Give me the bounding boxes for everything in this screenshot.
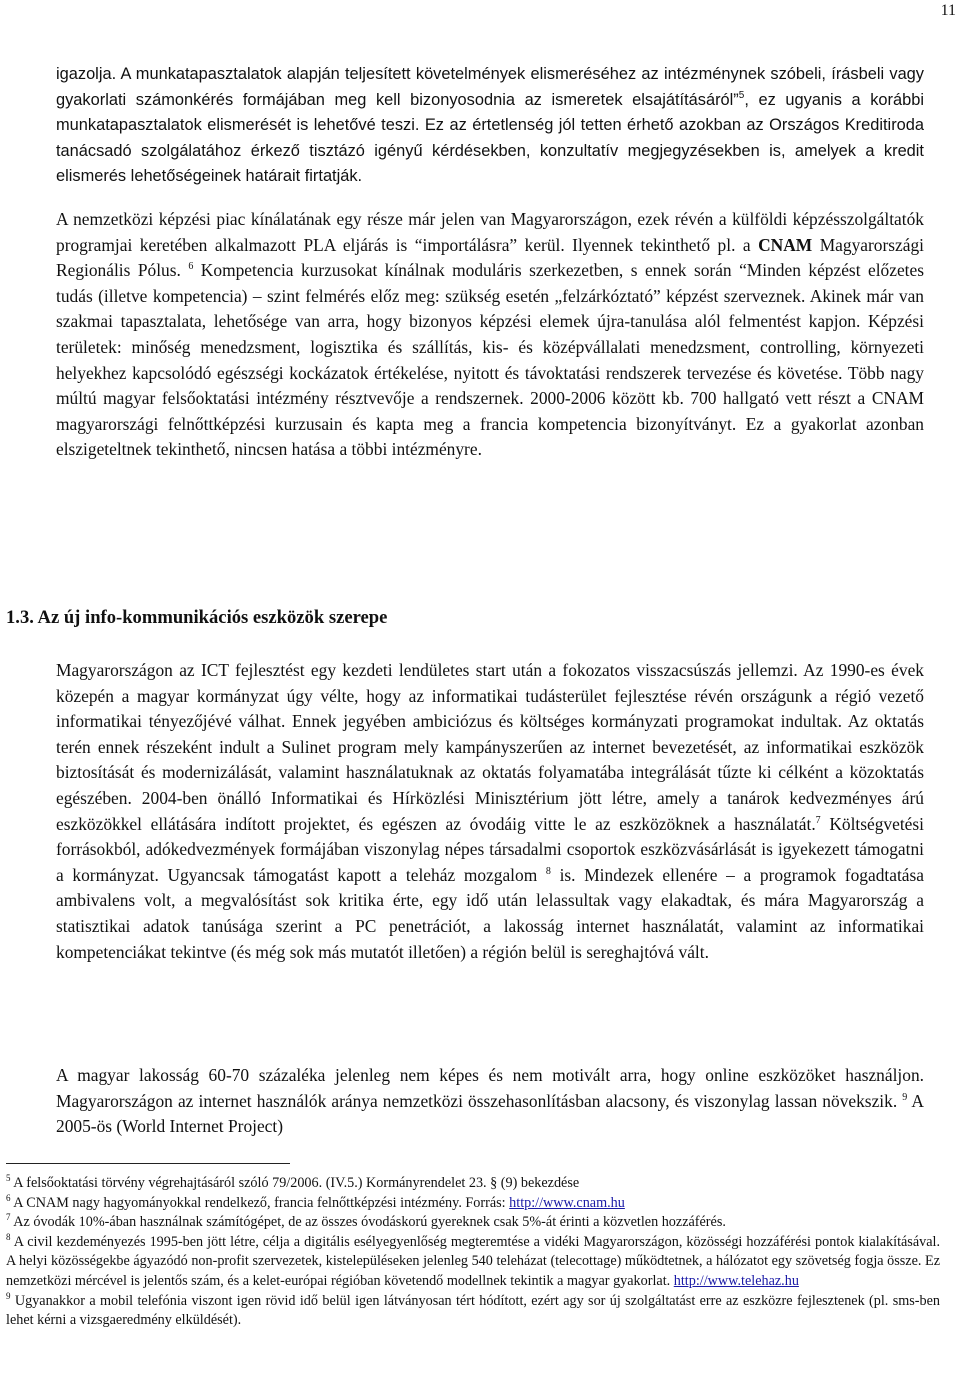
paragraph-text: igazolja. A munkatapasztalatok alapján teljesített követelmények elismeréséhez az intézménynek szóbeli, írásbeli vagy gyakorlati számonkérés formájában meg kell bizonyosodnia az ismeretek elsajátításáról” bbox=[56, 65, 924, 109]
footnote-7 bbox=[6, 1213, 940, 1233]
paragraph-text: A 2005-ös (World Internet Project) bbox=[56, 1090, 924, 1137]
footnote-text: Ugyanakkor a mobil telefónia viszont igen rövid idő belül igen látványosan tért hódított, ezért agy sor új szolgáltatást erre az eszközre fejlesztenek (pl. sms-ben lehet kérni a vizsgaeredmény elküldését). bbox=[6, 1292, 940, 1329]
footnote-text: A civil kezdeményezés 1995-ben jött létre, célja a digitális esélyegyenlőség megteremtése a vidéki Magyarországon, közösségi hozzáférési pontok kialakításával. A helyi közösségekbe ágyazódó non-profit szervezetek, kistelepüléseken jelenleg 540 teleházat (telecottage) működtetnek, a hálózatot egy szövetség fogja össze. Ez nemzetközi mércével is jelentős szám, és a kelet-európai régióban követendő modellnek tekintik a magyar gyakorlat. bbox=[6, 1233, 941, 1289]
paragraph-text: A magyar lakosság 60-70 százaléka jelenleg nem képes és nem motivált arra, hogy online eszközöket használjon. Magyarországon az internet használók aránya nemzetközi összehasonlításban alacsony, és viszonylag lassan növekszik. bbox=[56, 1065, 924, 1111]
footnote-text: A felsőoktatási törvény végrehajtásáról szóló 79/2006. (IV.5.) Kormányrendelet 23. § (9) bekezdése bbox=[13, 1175, 580, 1191]
paragraph-credit-recognition bbox=[56, 62, 924, 190]
footnote-text: Az óvodák 10%-ában használnak számítógépet, de az összes óvodáskorú gyereknek csak 5%-át érinti a közvetlen hozzáférés. bbox=[13, 1214, 726, 1231]
footnotes bbox=[6, 1174, 940, 1331]
paragraph-text: Magyarországi Regionális Pólus. bbox=[56, 234, 924, 281]
paragraph-ict-development bbox=[56, 658, 924, 965]
footnote-number: 9 bbox=[6, 1290, 11, 1301]
page-number: 11 bbox=[940, 2, 956, 19]
section-ict-text bbox=[56, 658, 924, 965]
footnote-9 bbox=[6, 1292, 940, 1331]
paragraph-online-usage bbox=[56, 1063, 924, 1140]
footnote-ref-5[interactable]: 5 bbox=[738, 89, 745, 101]
footnote-ref-8[interactable]: 8 bbox=[545, 865, 551, 877]
paragraph-text: Költségvetési forrásokból, adókedvezmények formájában viszonylag népes társadalmi csoportok eszközvásárlását is igyekezett támogatni a kormányzat. Ugyancsak támogatást kapott a teleház mozgalom bbox=[56, 813, 925, 885]
footnote-ref-9[interactable]: 9 bbox=[902, 1091, 908, 1103]
footnote-text: A CNAM nagy hagyományokkal rendelkező, francia felnőttképzési intézmény. Forrás: bbox=[13, 1194, 510, 1211]
footnote-ref-6[interactable]: 6 bbox=[188, 261, 194, 273]
footnote-ref-7[interactable]: 7 bbox=[815, 814, 821, 826]
footnote-6 bbox=[6, 1194, 940, 1214]
paragraph-text: is. Mindezek ellenére – a programok fogadtatása ambivalens volt, a megvalósítást sok kritika érte, egy idő után lelassultak vagy elakadtak, és mára Magyarország a statisztikai adatok tanúsága szerint a PC penetrációt, a lakosság internet használatát, valamint az informatikai kompetenciákat tekintve (és még sok más mutatót illetően) a régión belül is sereghajtóvá vált. bbox=[56, 864, 924, 962]
footnote-5 bbox=[6, 1174, 940, 1194]
section-online-usage-text bbox=[56, 1063, 924, 1140]
cnam-link[interactable]: http://www.cnam.hu bbox=[509, 1194, 625, 1211]
section-heading: 1.3. Az új info-kommunikációs eszközök szerepe bbox=[6, 607, 388, 628]
section-pla-text bbox=[56, 62, 924, 463]
footnote-8 bbox=[6, 1233, 940, 1292]
paragraph-international-market bbox=[56, 207, 924, 463]
paragraph-text: A nemzetközi képzési piac kínálatának egy része már jelen van Magyarországon, ezek révén a külföldi képzésszolgáltatók programjai keretében alkalmazott PLA eljárás is “importálásra” kerül. Ilyennek tekinthető pl. a bbox=[56, 208, 924, 255]
footnote-number: 6 bbox=[6, 1192, 11, 1203]
cnam-acronym: CNAM bbox=[758, 234, 813, 255]
footnote-separator bbox=[6, 1163, 290, 1164]
footnote-number: 5 bbox=[6, 1173, 11, 1183]
footnote-number: 8 bbox=[6, 1231, 11, 1242]
paragraph-text: Kompetencia kurzusokat kínálnak moduláris szerkezetben, s ennek során “Minden képzést előzetes tudás (illetve kompetencia) – szint felmérés előz meg: szükség esetén „felzárkóztató” képzést szerveznek. Akinek már van szakmai tapasztalata, lehetősége van arra, hogy bizonyos képzési elemek újra-tanulása alól felmentést kapjon. Képzési területek: minőség menedzsment, logisztika és szállítás, kis- és középvállalati menedzsment, controlling, környezeti helyekhez kapcsolódó egészségi kockázatok értékelése, nyitott és távoktatási rendszerek tervezése és követése. Több nagy múltú magyar felsőoktatási intézmény résztvevője a rendszernek. 2000-2006 között kb. 700 hallgató vett részt a CNAM magyarországi felnőttképzési kurzusain és kapta meg a francia kompetencia bizonyítványt. Ez a gyakorlat azonban elszigeteltnek tekinthető, nincsen hatása a többi intézményre. bbox=[56, 260, 924, 460]
footnote-number: 7 bbox=[6, 1212, 11, 1223]
telehaz-link[interactable]: http://www.telehaz.hu bbox=[673, 1272, 799, 1289]
paragraph-text: , ez ugyanis a korábbi munkatapasztalatok elismerését is lehetővé teszi. Ez az értetlenség jól tetten érhető azokban az Országos Kreditiroda tanácsadó szolgálatához érkező tisztázó igényű kérdésekben, konzultatív megjegyzésekben is, amelyek a kredit elismerés lehetőségeinek határait firtatják. bbox=[56, 90, 924, 186]
paragraph-text: Magyarországon az ICT fejlesztést egy kezdeti lendületes start után a fokozatos visszacsúszás jellemzi. Az 1990-es évek közepén a magyar kormányzat úgy vélte, hogy az informatikai tudásterület fejlesztése révén országunk a régió vezető informatikai tényezőjévé válhat. Ennek jegyében ambiciózus és költséges kormányzati programokat indultak. Az oktatás terén ennek részeként indult a Sulinet program mely kampányszerűen az internet bevezetését, az informatikai eszközök biztosítását és modernizálását, valamint használatuknak az oktatás folyamatába integrálását tűzte ki célként a közoktatás egészében. 2004-ben önálló Informatikai és Hírközlési Minisztérium jött létre, amely a tanárok kedvezményes árú eszközökkel ellátására indított projektet, és egészen az óvodáig vitte le az eszközöknek a használatát. bbox=[56, 660, 924, 834]
